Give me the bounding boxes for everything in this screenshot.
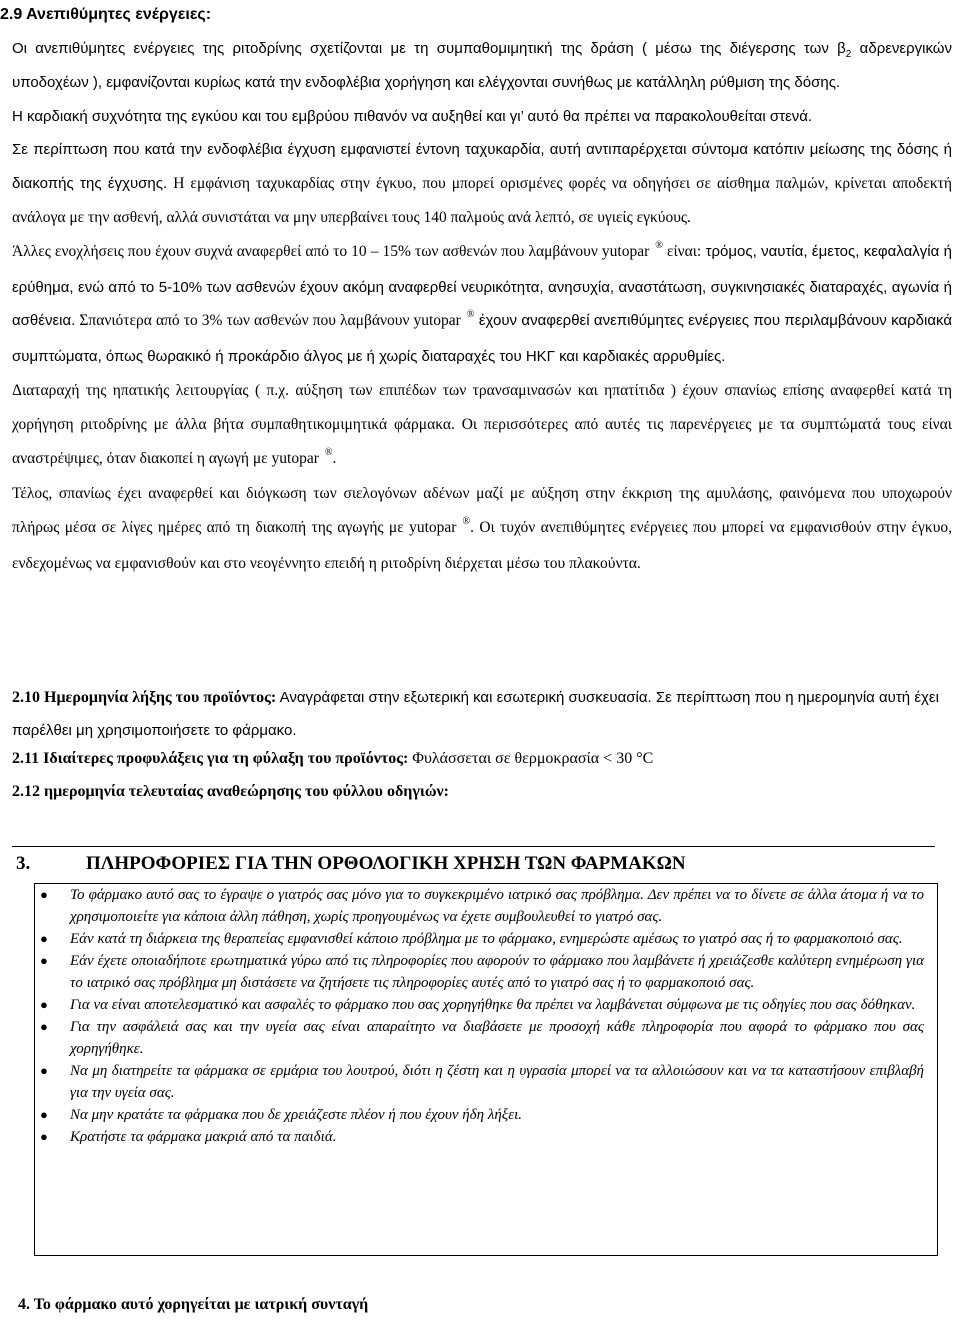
- section-2-9-body: [12, 32, 952, 581]
- section-2-12: [12, 782, 952, 802]
- paragraph-liver: Διαταραχή της ηπατικής λειτουργίας ( π.χ. αύξηση των επιπέδων των τρανσαμινασών και ηπατίτιδα ) έχουν σπανίως επίσης αναφερθεί κατά τη χορήγηση ριτοδρίνης με άλλα βήτα συμπαθητικομιμητικά φάρμακα. Οι περισσότερες από αυτές τις παρενέργειες με τα συμπτώματά τους είναι αναστρέψιμες, όταν διακοπεί η αγωγή με yutopar ®.: [12, 381, 952, 467]
- bullet-icon: ●: [40, 887, 48, 902]
- list-item: ● Κρατήστε τα φάρμακα μακριά από τα παιδιά.: [38, 1126, 924, 1148]
- section-2-9-title: 2.9 Ανεπιθύμητες ενέργειες:: [0, 6, 212, 23]
- bullet-icon: ●: [40, 1019, 48, 1034]
- list-item: ● Για να είναι αποτελεσματικό και ασφαλές το φάρμακο που σας χορηγήθηκε θα πρέπει να λαμβάνεται σύμφωνα με τις οδηγίες που σας δόθηκαν.: [38, 994, 924, 1016]
- paragraph-other-effects: Άλλες ενοχλήσεις που έχουν συχνά αναφερθεί από το 10 – 15% των ασθενών που λαμβάνουν yutopar ® είναι: τρόμος, ναυτία, έμετος, κεφαλαλγία ή ερύθημα, ενώ από το 5-10% των ασθενών έχουν ακόμη αναφερθεί νευρικότητα, ανησυχία, αναστάτωση, συγκινησιακές διαταραχές, αγωνία ή ασθένεια. Σπανιότερα από το 3% των ασθενών που λαμβάνουν yutopar ® έχουν αναφερθεί ανεπιθύμητες ενέργειες που περιλαμβάνουν καρδιακά συμπτώματα, όπως θωρακικό ή προκάρδιο άλγος με ή χωρίς διαταραχές του ΗΚΓ και καρδιακές αρρυθμίες.: [12, 239, 952, 366]
- bullet-icon: ●: [40, 931, 48, 946]
- list-item: ● Για την ασφάλειά σας και την υγεία σας είναι απαραίτητο να διαβάσετε με προσοχή κάθε πληροφορία που αφορά το φάρμακο που σας χορηγήθηκε.: [38, 1016, 924, 1060]
- registered-mark: ®: [324, 446, 333, 458]
- section-2-10: 2.10 Ημερομηνία λήξης του προϊόντος: Αναγράφεται στην εξωτερική και εσωτερική συσκευασία. Σε περίπτωση που η ημερομηνία αυτή έχει παρέλθει μη χρησιμοποιήσετε το φάρμακο.: [12, 689, 939, 739]
- bullet-icon: ●: [40, 1107, 48, 1122]
- section-2-12-label: 2.12 ημερομηνία τελευταίας αναθεώρησης του φύλλου οδηγιών:: [12, 783, 449, 800]
- section-3-title: 3. ΠΛΗΡΟΦΟΡΙΕΣ ΓΙΑ ΤΗΝ ΟΡΘΟΛΟΓΙΚΗ ΧΡΗΣΗ ΤΩΝ ΦΑΡΜΑΚΩΝ: [16, 853, 686, 874]
- bullet-icon: ●: [40, 1063, 48, 1078]
- section-2-10-label: 2.10 Ημερομηνία λήξης του προϊόντος:: [12, 689, 277, 706]
- section-2-11-label: 2.11 Ιδιαίτερες προφυλάξεις για τη φύλαξη του προϊόντος:: [12, 750, 409, 767]
- list-item: ● Να μη διατηρείτε τα φάρμακα σε ερμάρια του λουτρού, διότι η ζέστη και η υγρασία μπορεί να τα αλλοιώσουν και να τα καταστήσουν επιβλαβή για την υγεία σας.: [38, 1060, 924, 1104]
- list-item: ● Να μην κρατάτε τα φάρμακα που δε χρειάζεστε πλέον ή που έχουν ήδη λήξει.: [38, 1104, 924, 1126]
- usage-guidelines-list: [38, 884, 924, 1148]
- list-item: ● Εάν κατά τη διάρκεια της θεραπείας εμφανισθεί κάποιο πρόβλημα με το φάρμακο, ενημερώστε αμέσως το γιατρό σας ή το φαρμακοποιό σας.: [38, 928, 924, 950]
- section-divider: [12, 846, 935, 847]
- paragraph-heart-rate: Η καρδιακή συχνότητα της εγκύου και του εμβρύου πιθανόν να αυξηθεί και γι’ αυτό θα πρέπει να παρακολουθείται στενά.: [12, 107, 813, 125]
- list-item: ● Το φάρμακο αυτό σας το έγραψε ο γιατρός σας μόνο για το συγκεκριμένο ιατρικό σας πρόβλημα. Δεν πρέπει να το δίνετε σε άλλα άτομα ή να το χρησιμοποιείτε για κάποια άλλη πάθηση, χωρίς προηγουμένως να έχετε συμβουλευθεί το γιατρό σας.: [38, 884, 924, 928]
- section-2-11: 2.11 Ιδιαίτερες προφυλάξεις για τη φύλαξη του προϊόντος: Φυλάσσεται σε θερμοκρασία < 30 °C: [12, 750, 654, 767]
- registered-mark: ®: [655, 239, 663, 251]
- list-item: ● Εάν έχετε οποιαδήποτε ερωτηματικά γύρω από τις πληροφορίες που αφορούν το φάρμακο που λαμβάνετε ή χρειάζεσθε καλύτερη ενημέρωση για το ιατρικό σας πρόβλημα μη διστάσετε να ζητήσετε τις πληροφορίες αυτές από το γιατρό σας ή το φαρμακοποιό σας.: [38, 950, 924, 994]
- bullet-icon: ●: [40, 953, 48, 968]
- registered-mark: ®: [466, 309, 475, 321]
- paragraph-tachycardia: Σε περίπτωση που κατά την ενδοφλέβια έγχυση εμφανιστεί έντονη ταχυκαρδία, αυτή αντιπαρέρχεται σύντομα κατόπιν μείωσης της δόσης ή διακοπής της έγχυσης. Η εμφάνιση ταχυκαρδίας στην έγκυο, που μπορεί ορισμένες φορές να οδηγήσει σε αίσθημα παλμών, κρίνεται αποδεκτή ανάλογα με την ασθενή, αλλά συνιστάται να μην υπερβαίνει τους 140 παλμούς ανά λεπτό, σε υγιείς εγκύους.: [12, 141, 952, 226]
- section-4-title: 4. Το φάρμακο αυτό χορηγείται με ιατρική συνταγή: [18, 1296, 369, 1313]
- bullet-icon: ●: [40, 1129, 48, 1144]
- paragraph-salivary: Τέλος, σπανίως έχει αναφερθεί και διόγκωση των σιελογόνων αδένων μαζί με αύξηση στην έκκριση της αμυλάσης, φαινόμενα που υποχωρούν πλήρως μέσα σε λίγες ημέρες από τη διακοπή της αγωγής με yutopar ®. Οι τυχόν ανεπιθύμητες ενέργειες που μπορεί να εμφανισθούν στην έγκυο, ενδεχομένως να εμφανισθούν και στο νεογέννητο επειδή η ριτοδρίνη διέρχεται μέσω του πλακούντα.: [12, 485, 952, 572]
- paragraph-mechanism: Οι ανεπιθύμητες ενέργειες της ριτοδρίνης σχετίζονται με τη συμπαθομιμητική της δράση ( μέσω της διέγερσης των $\beta_2$ αδρενεργικών υποδοχέων ), εμφανίζονται κυρίως κατά την ενδοφλέβια χορήγηση και ελέγχονται συνήθως με κατάλληλη ρύθμιση της δόσης.: [12, 40, 952, 91]
- registered-mark: ®: [462, 516, 471, 528]
- bullet-icon: ●: [40, 997, 48, 1012]
